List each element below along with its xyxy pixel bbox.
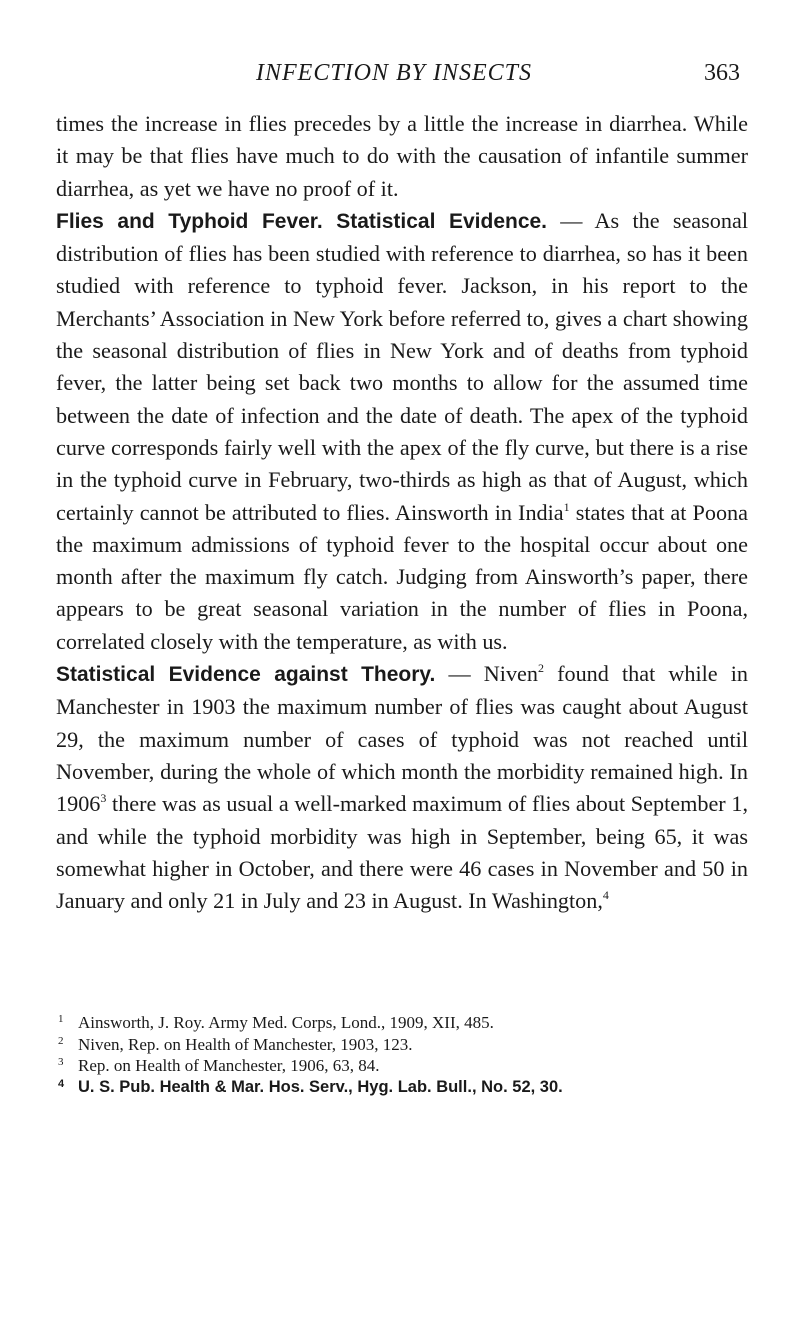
footnote-mark: 3 bbox=[58, 1056, 64, 1068]
section-heading-evidence-against: Statistical Evidence against Theory. bbox=[56, 663, 436, 687]
paragraph-text: times the increase in flies precedes by a little the increase in diarrhea. While it may be that flies have much to do with the causation of infantile summer diarrhea, as yet we have no proof of it. bbox=[56, 111, 748, 201]
body-text bbox=[56, 108, 748, 917]
footnote-text: Ainsworth, J. Roy. Army Med. Corps, Lond., 1909, XII, 485. bbox=[78, 1013, 494, 1032]
paragraph-flies-typhoid bbox=[56, 205, 748, 658]
footnote-2 bbox=[56, 1034, 748, 1056]
running-title: INFECTION BY INSECTS bbox=[256, 60, 533, 86]
paragraph-text: found that while in Manchester in 1903 the maximum number of flies was caught about August 29, the maximum number of cases of typhoid was not reached until November, during the whole of which month the morbidity remained high. In 1906 bbox=[56, 661, 748, 817]
footnote-ref-4: 4 bbox=[602, 888, 609, 903]
footnote-3 bbox=[56, 1055, 748, 1077]
page-number: 363 bbox=[704, 60, 740, 86]
footnote-mark: 1 bbox=[58, 1013, 64, 1025]
paragraph-diarrhea bbox=[56, 108, 748, 205]
footnote-ref-2: 2 bbox=[538, 661, 544, 676]
paragraph-text: — Niven bbox=[435, 661, 538, 687]
footnote-ref-1: 1 bbox=[563, 499, 570, 514]
footnote-text: Niven, Rep. on Health of Manchester, 1903, 123. bbox=[78, 1034, 413, 1054]
paragraph-text: there was as usual a well-marked maximum of flies about September 1, and while the typhoid morbidity was high in September, being 65, it was somewhat higher in October, and there were 46 cases in November and 50 in January and only 21 in July and 23 in August. In Washington, bbox=[56, 791, 748, 914]
footnote-1 bbox=[56, 1012, 748, 1034]
footnote-ref-3: 3 bbox=[100, 791, 107, 806]
paragraph-text: states that at Poona the maximum admissions of typhoid fever to the hospital occur about one month after the maximum fly catch. Judging from Ainsworth’s paper, there appears to be great seasonal variation in the number of flies in Poona, correlated closely with the temperature, as with us. bbox=[56, 499, 748, 654]
footnote-text: U. S. Pub. Health & Mar. Hos. Serv., Hyg. Lab. Bull., No. 52, 30. bbox=[78, 1077, 563, 1096]
footnotes bbox=[56, 1012, 748, 1098]
paragraph-evidence-against bbox=[56, 658, 748, 917]
paragraph-text: — As the seasonal distribution of flies has been studied with reference to diarrhea, so has it been studied with reference to typhoid fever. Jackson, in his report to the Merchants’ Association in New York before referred to, gives a chart showing the seasonal distribution of flies in New York and of deaths from typhoid fever, the latter being set back two months to allow for the assumed time between the date of infection and the date of death. The apex of the typhoid curve corresponds fairly well with the apex of the fly curve, but there is a rise in the typhoid curve in February, two-thirds as high as that of August, which certainly cannot be attributed to flies. Ainsworth in India bbox=[56, 207, 748, 525]
section-heading-flies-typhoid: Flies and Typhoid Fever. Statistical Evidence. bbox=[56, 209, 548, 233]
footnote-text: Rep. on Health of Manchester, 1906, 63, 84. bbox=[78, 1056, 380, 1075]
footnote-mark: 2 bbox=[58, 1034, 64, 1047]
footnote-mark: 4 bbox=[58, 1077, 65, 1090]
footnote-4 bbox=[56, 1077, 748, 1099]
